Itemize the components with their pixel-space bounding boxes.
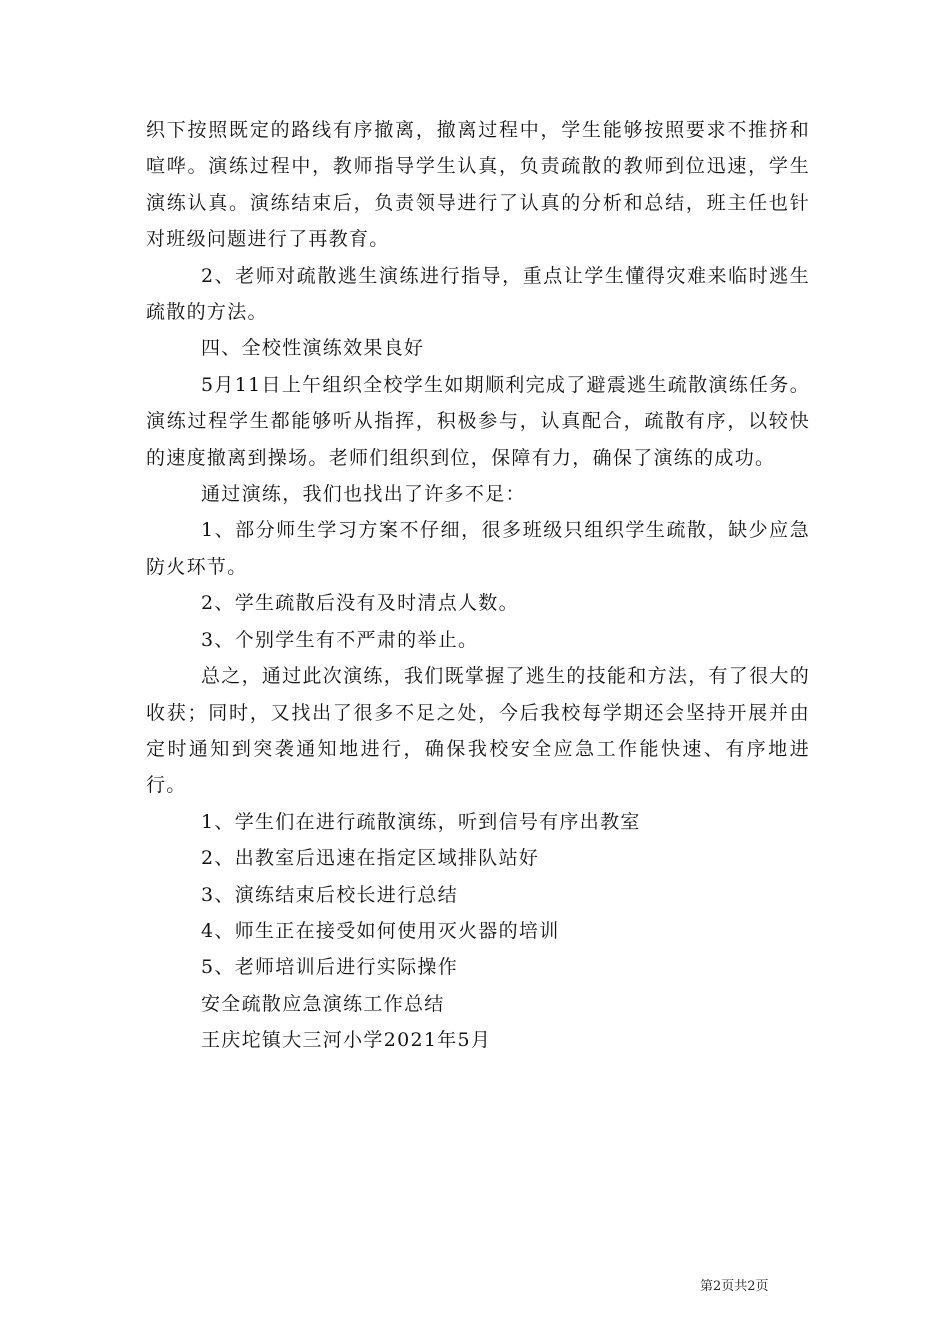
list-item-shortcoming-3: 3、个别学生有不严肃的举止。 — [201, 628, 479, 651]
paragraph-drill-completion: 5月11日上午组织全校学生如期顺利完成了避震逃生疏散演练任务。演练过程学生都能够听从指挥，积极参与，认真配合，疏散有序，以较快的速度撤离到操场。老师们组织到位，保障有力，确保了演练的成功。 — [146, 373, 810, 469]
page-number: 第2页共2页 — [700, 1279, 769, 1294]
list-item-shortcoming-1: 1、部分师生学习方案不仔细，很多班级只组织学生疏散，缺少应急防火环节。 — [146, 519, 810, 578]
photo-caption-4: 4、师生正在接受如何使用灭火器的培训 — [201, 919, 560, 942]
list-item-shortcoming-2: 2、学生疏散后没有及时清点人数。 — [201, 592, 519, 615]
paragraph-shortcomings-intro: 通过演练，我们也找出了许多不足： — [201, 483, 526, 506]
paragraph-teacher-guidance: 2、老师对疏散逃生演练进行指导，重点让学生懂得灾难来临时逃生疏散的方法。 — [146, 264, 810, 324]
document-body — [146, 112, 810, 1059]
document-title-line: 安全疏散应急演练工作总结 — [201, 992, 445, 1015]
photo-caption-2: 2、出教室后迅速在指定区域排队站好 — [201, 847, 540, 870]
signature-line: 王庆坨镇大三河小学2021年5月 — [201, 1029, 492, 1052]
photo-caption-1: 1、学生们在进行疏散演练，听到信号有序出教室 — [201, 810, 641, 833]
photo-caption-5: 5、老师培训后进行实际操作 — [201, 956, 458, 979]
paragraph-conclusion: 总之，通过此次演练，我们既掌握了逃生的技能和方法，有了很大的收获；同时，又找出了很多不足之处，今后我校每学期还会坚持开展并由定时通知到突袭通知地进行，确保我校安全应急工作能快速、有序地进行。 — [146, 665, 811, 797]
section-heading-results: 四、全校性演练效果良好 — [201, 337, 425, 360]
paragraph-evacuation-process: 织下按照既定的路线有序撤离，撤离过程中，学生能够按照要求不推挤和喧哗。演练过程中，教师指导学生认真，负责疏散的教师到位迅速，学生演练认真。演练结束后，负责领导进行了认真的分析和总结，班主任也针对班级问题进行了再教育。 — [146, 119, 810, 251]
photo-caption-3: 3、演练结束后校长进行总结 — [201, 883, 458, 906]
